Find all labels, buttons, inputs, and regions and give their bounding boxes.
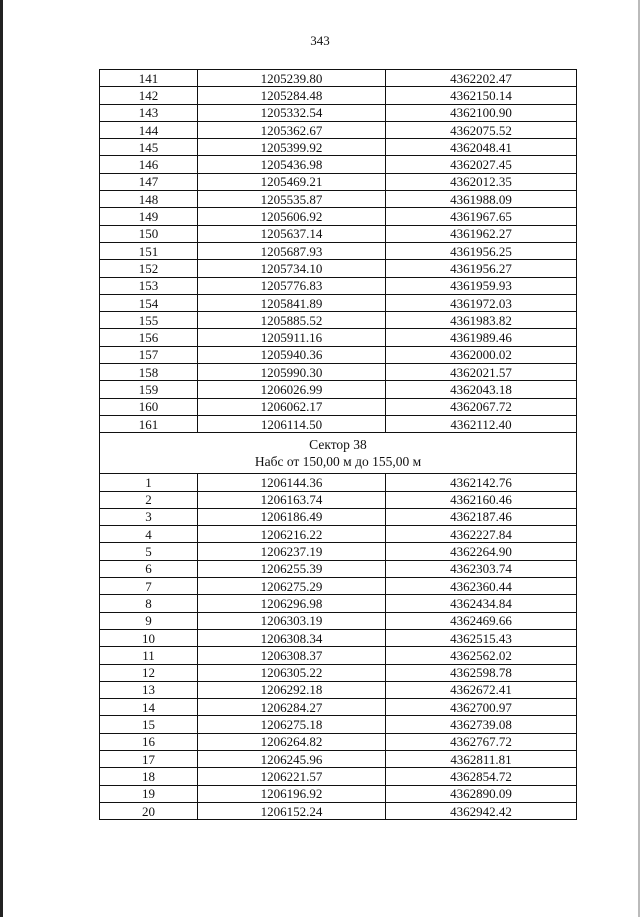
point-number-cell: 16 <box>100 733 198 750</box>
x-coordinate-cell: 1206221.57 <box>198 768 386 785</box>
table-row <box>100 491 577 508</box>
sector-subtitle: Набс от 150,00 м до 155,00 м <box>254 454 422 470</box>
sector-header-cell <box>100 433 577 474</box>
y-coordinate-cell: 4362598.78 <box>386 664 577 681</box>
x-coordinate-cell: 1205239.80 <box>198 70 386 87</box>
x-coordinate-cell: 1206026.99 <box>198 381 386 398</box>
x-coordinate-cell: 1205734.10 <box>198 260 386 277</box>
y-coordinate-cell: 4361988.09 <box>386 191 577 208</box>
table-row <box>100 398 577 415</box>
table-row <box>100 716 577 733</box>
y-coordinate-cell: 4361983.82 <box>386 312 577 329</box>
x-coordinate-cell: 1206303.19 <box>198 612 386 629</box>
point-number-cell: 149 <box>100 208 198 225</box>
point-number-cell: 6 <box>100 560 198 577</box>
table-row <box>100 104 577 121</box>
y-coordinate-cell: 4362811.81 <box>386 750 577 767</box>
table-row <box>100 664 577 681</box>
table-row <box>100 699 577 716</box>
point-number-cell: 144 <box>100 121 198 138</box>
table-row <box>100 785 577 802</box>
point-number-cell: 158 <box>100 364 198 381</box>
point-number-cell: 1 <box>100 474 198 491</box>
y-coordinate-cell: 4362700.97 <box>386 699 577 716</box>
x-coordinate-cell: 1205885.52 <box>198 312 386 329</box>
x-coordinate-cell: 1206237.19 <box>198 543 386 560</box>
table-row <box>100 173 577 190</box>
y-coordinate-cell: 4362142.76 <box>386 474 577 491</box>
table-row <box>100 474 577 491</box>
point-number-cell: 18 <box>100 768 198 785</box>
y-coordinate-cell: 4362227.84 <box>386 526 577 543</box>
table-body-top <box>100 70 577 433</box>
x-coordinate-cell: 1206114.50 <box>198 415 386 432</box>
x-coordinate-cell: 1205776.83 <box>198 277 386 294</box>
point-number-cell: 156 <box>100 329 198 346</box>
table-row <box>100 543 577 560</box>
table-row <box>100 802 577 819</box>
table-row <box>100 277 577 294</box>
point-number-cell: 5 <box>100 543 198 560</box>
point-number-cell: 143 <box>100 104 198 121</box>
y-coordinate-cell: 4362264.90 <box>386 543 577 560</box>
x-coordinate-cell: 1206275.29 <box>198 578 386 595</box>
table-row <box>100 508 577 525</box>
y-coordinate-cell: 4361989.46 <box>386 329 577 346</box>
point-number-cell: 2 <box>100 491 198 508</box>
y-coordinate-cell: 4362515.43 <box>386 629 577 646</box>
x-coordinate-cell: 1206144.36 <box>198 474 386 491</box>
table-row <box>100 578 577 595</box>
table-row <box>100 629 577 646</box>
y-coordinate-cell: 4362043.18 <box>386 381 577 398</box>
x-coordinate-cell: 1205436.98 <box>198 156 386 173</box>
coordinates-table <box>99 69 577 820</box>
point-number-cell: 160 <box>100 398 198 415</box>
table-row <box>100 647 577 664</box>
table-row <box>100 612 577 629</box>
x-coordinate-cell: 1206216.22 <box>198 526 386 543</box>
point-number-cell: 155 <box>100 312 198 329</box>
table-row <box>100 381 577 398</box>
y-coordinate-cell: 4362021.57 <box>386 364 577 381</box>
point-number-cell: 154 <box>100 294 198 311</box>
point-number-cell: 157 <box>100 346 198 363</box>
table-row <box>100 526 577 543</box>
x-coordinate-cell: 1206245.96 <box>198 750 386 767</box>
x-coordinate-cell: 1206264.82 <box>198 733 386 750</box>
x-coordinate-cell: 1206275.18 <box>198 716 386 733</box>
table-row <box>100 768 577 785</box>
table-row <box>100 139 577 156</box>
x-coordinate-cell: 1205841.89 <box>198 294 386 311</box>
y-coordinate-cell: 4361967.65 <box>386 208 577 225</box>
y-coordinate-cell: 4362360.44 <box>386 578 577 595</box>
point-number-cell: 14 <box>100 699 198 716</box>
point-number-cell: 10 <box>100 629 198 646</box>
y-coordinate-cell: 4362303.74 <box>386 560 577 577</box>
x-coordinate-cell: 1206255.39 <box>198 560 386 577</box>
y-coordinate-cell: 4362469.66 <box>386 612 577 629</box>
x-coordinate-cell: 1205940.36 <box>198 346 386 363</box>
table-row <box>100 346 577 363</box>
x-coordinate-cell: 1206186.49 <box>198 508 386 525</box>
x-coordinate-cell: 1206292.18 <box>198 681 386 698</box>
table-row <box>100 70 577 87</box>
table-row <box>100 364 577 381</box>
point-number-cell: 159 <box>100 381 198 398</box>
point-number-cell: 152 <box>100 260 198 277</box>
point-number-cell: 153 <box>100 277 198 294</box>
y-coordinate-cell: 4362160.46 <box>386 491 577 508</box>
table-row <box>100 156 577 173</box>
sector-title: Сектор 38 <box>309 437 367 453</box>
x-coordinate-cell: 1206308.34 <box>198 629 386 646</box>
sector-header-group <box>100 433 577 474</box>
point-number-cell: 11 <box>100 647 198 664</box>
y-coordinate-cell: 4362067.72 <box>386 398 577 415</box>
point-number-cell: 150 <box>100 225 198 242</box>
point-number-cell: 7 <box>100 578 198 595</box>
point-number-cell: 9 <box>100 612 198 629</box>
point-number-cell: 145 <box>100 139 198 156</box>
x-coordinate-cell: 1206308.37 <box>198 647 386 664</box>
table-row <box>100 121 577 138</box>
y-coordinate-cell: 4362890.09 <box>386 785 577 802</box>
table-row <box>100 750 577 767</box>
point-number-cell: 13 <box>100 681 198 698</box>
point-number-cell: 3 <box>100 508 198 525</box>
y-coordinate-cell: 4362942.42 <box>386 802 577 819</box>
x-coordinate-cell: 1205990.30 <box>198 364 386 381</box>
x-coordinate-cell: 1205606.92 <box>198 208 386 225</box>
y-coordinate-cell: 4362048.41 <box>386 139 577 156</box>
table-row <box>100 260 577 277</box>
x-coordinate-cell: 1206062.17 <box>198 398 386 415</box>
x-coordinate-cell: 1206284.27 <box>198 699 386 716</box>
x-coordinate-cell: 1205362.67 <box>198 121 386 138</box>
x-coordinate-cell: 1205535.87 <box>198 191 386 208</box>
table-row <box>100 595 577 612</box>
y-coordinate-cell: 4361956.25 <box>386 242 577 259</box>
table-row <box>100 733 577 750</box>
y-coordinate-cell: 4362012.35 <box>386 173 577 190</box>
scan-left-edge <box>0 0 3 917</box>
table-row <box>100 242 577 259</box>
table-body-bottom <box>100 474 577 820</box>
y-coordinate-cell: 4362112.40 <box>386 415 577 432</box>
y-coordinate-cell: 4361956.27 <box>386 260 577 277</box>
point-number-cell: 161 <box>100 415 198 432</box>
x-coordinate-cell: 1205399.92 <box>198 139 386 156</box>
x-coordinate-cell: 1205332.54 <box>198 104 386 121</box>
y-coordinate-cell: 4362100.90 <box>386 104 577 121</box>
point-number-cell: 151 <box>100 242 198 259</box>
y-coordinate-cell: 4362000.02 <box>386 346 577 363</box>
point-number-cell: 8 <box>100 595 198 612</box>
y-coordinate-cell: 4361962.27 <box>386 225 577 242</box>
table-row <box>100 208 577 225</box>
point-number-cell: 142 <box>100 87 198 104</box>
point-number-cell: 4 <box>100 526 198 543</box>
point-number-cell: 20 <box>100 802 198 819</box>
y-coordinate-cell: 4362739.08 <box>386 716 577 733</box>
point-number-cell: 19 <box>100 785 198 802</box>
point-number-cell: 146 <box>100 156 198 173</box>
point-number-cell: 17 <box>100 750 198 767</box>
x-coordinate-cell: 1206296.98 <box>198 595 386 612</box>
x-coordinate-cell: 1205911.16 <box>198 329 386 346</box>
point-number-cell: 147 <box>100 173 198 190</box>
y-coordinate-cell: 4362027.45 <box>386 156 577 173</box>
y-coordinate-cell: 4362434.84 <box>386 595 577 612</box>
y-coordinate-cell: 4361959.93 <box>386 277 577 294</box>
y-coordinate-cell: 4362854.72 <box>386 768 577 785</box>
point-number-cell: 141 <box>100 70 198 87</box>
x-coordinate-cell: 1206196.92 <box>198 785 386 802</box>
y-coordinate-cell: 4362202.47 <box>386 70 577 87</box>
table-row <box>100 560 577 577</box>
table-row <box>100 225 577 242</box>
y-coordinate-cell: 4362767.72 <box>386 733 577 750</box>
x-coordinate-cell: 1205469.21 <box>198 173 386 190</box>
table-row <box>100 681 577 698</box>
table-row <box>100 191 577 208</box>
table-row <box>100 415 577 432</box>
x-coordinate-cell: 1206163.74 <box>198 491 386 508</box>
page-number: 343 <box>310 33 330 48</box>
sector-header-row <box>100 433 577 474</box>
x-coordinate-cell: 1206305.22 <box>198 664 386 681</box>
y-coordinate-cell: 4362075.52 <box>386 121 577 138</box>
point-number-cell: 12 <box>100 664 198 681</box>
y-coordinate-cell: 4362672.41 <box>386 681 577 698</box>
point-number-cell: 15 <box>100 716 198 733</box>
table-row <box>100 87 577 104</box>
table-row <box>100 329 577 346</box>
x-coordinate-cell: 1205284.48 <box>198 87 386 104</box>
y-coordinate-cell: 4362562.02 <box>386 647 577 664</box>
y-coordinate-cell: 4362187.46 <box>386 508 577 525</box>
x-coordinate-cell: 1205687.93 <box>198 242 386 259</box>
x-coordinate-cell: 1206152.24 <box>198 802 386 819</box>
point-number-cell: 148 <box>100 191 198 208</box>
y-coordinate-cell: 4362150.14 <box>386 87 577 104</box>
x-coordinate-cell: 1205637.14 <box>198 225 386 242</box>
y-coordinate-cell: 4361972.03 <box>386 294 577 311</box>
table-row <box>100 312 577 329</box>
table-row <box>100 294 577 311</box>
